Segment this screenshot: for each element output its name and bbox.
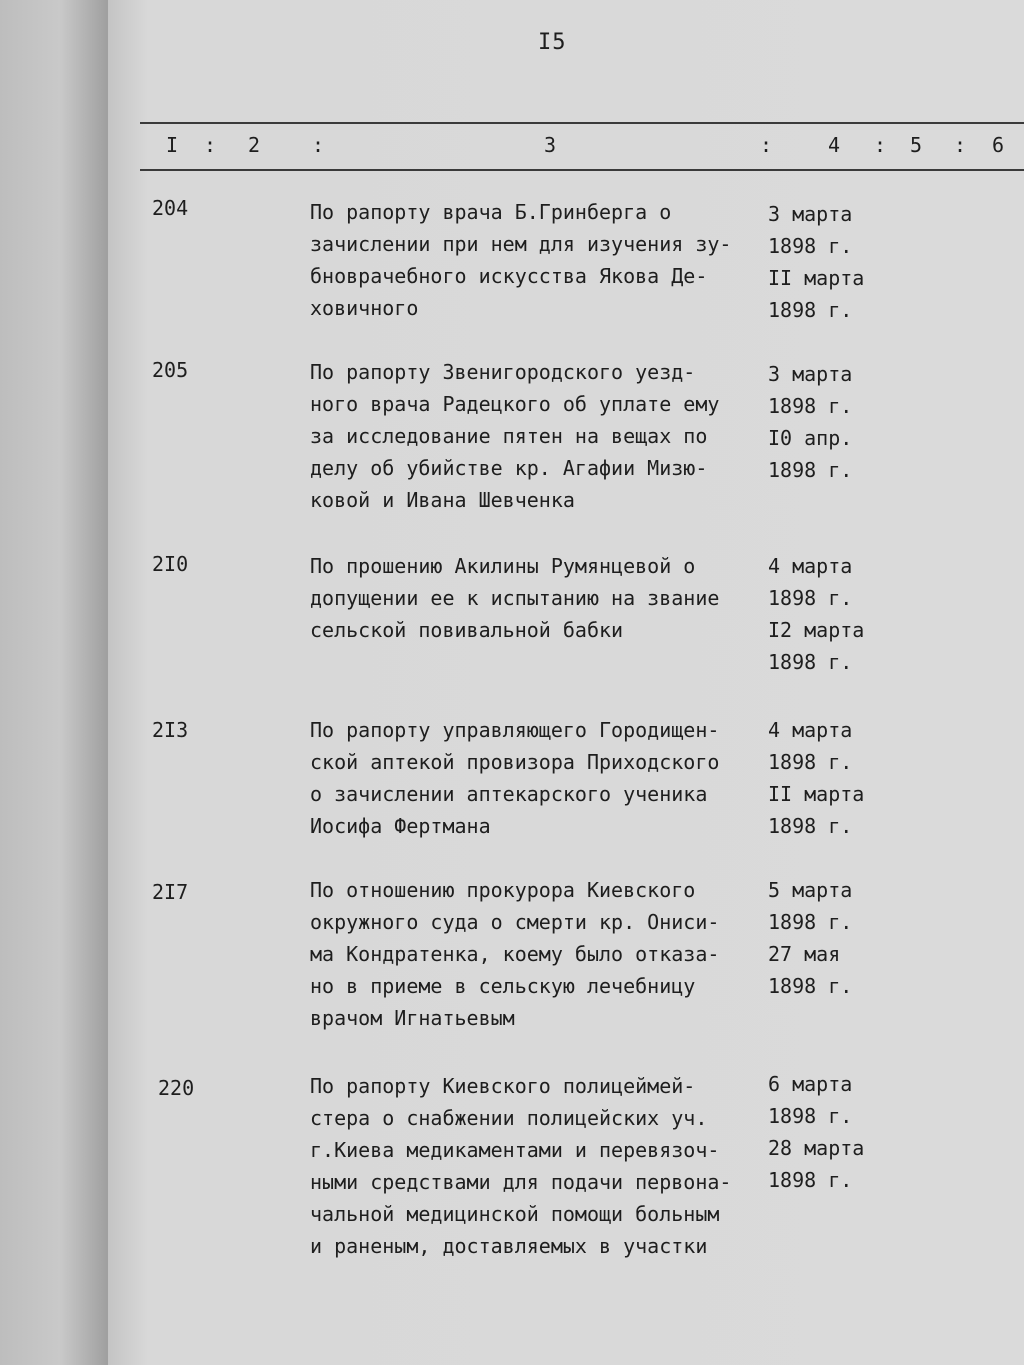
entry-number: 204 [152, 196, 189, 220]
description-line: делу об убийстве кр. Агафии Мизю- [310, 456, 708, 480]
end-date: 27 мая [768, 942, 841, 966]
column-header-sep: : [874, 133, 887, 157]
start-year: 1898 г. [768, 1104, 853, 1128]
description-line: врачом Игнатьевым [310, 1006, 515, 1030]
start-date: 3 марта [768, 202, 853, 226]
column-header-5: 5 [910, 133, 923, 157]
description-line: ской аптекой провизора Приходского [310, 750, 720, 774]
column-header-3: 3 [544, 133, 557, 157]
end-year: 1898 г. [768, 974, 853, 998]
description-line: ховичного [310, 296, 419, 320]
entry-number: 2I3 [152, 718, 189, 742]
column-header-sep: : [760, 133, 773, 157]
start-year: 1898 г. [768, 394, 853, 418]
entry-description [310, 356, 770, 516]
header-rule-bottom [140, 169, 1024, 171]
header-rule-top [140, 122, 1024, 124]
description-line: По рапорту Киевского полицеймей- [310, 1074, 696, 1098]
start-year: 1898 г. [768, 586, 853, 610]
description-line: зачислении при нем для изучения зу- [310, 232, 732, 256]
entry-description [310, 874, 770, 1034]
entry-dates [768, 358, 1008, 486]
description-line: ными средствами для подачи первона- [310, 1170, 732, 1194]
description-line: и раненым, доставляемых в участки [310, 1234, 708, 1258]
end-year: 1898 г. [768, 458, 853, 482]
entry-description [310, 714, 770, 842]
end-date: I0 апр. [768, 426, 853, 450]
description-line: ковой и Ивана Шевченка [310, 488, 575, 512]
end-year: 1898 г. [768, 650, 853, 674]
start-date: 4 марта [768, 554, 853, 578]
start-year: 1898 г. [768, 910, 853, 934]
start-date: 5 марта [768, 878, 853, 902]
start-year: 1898 г. [768, 750, 853, 774]
description-line: По рапорту врача Б.Гринберга о [310, 200, 672, 224]
description-line: допущении ее к испытанию на звание [310, 586, 720, 610]
entry-description [310, 550, 770, 646]
end-date: II марта [768, 266, 865, 290]
description-line: ма Кондратенка, коему было отказа- [310, 942, 720, 966]
column-header-sep: : [204, 133, 217, 157]
entry-dates [768, 550, 1008, 678]
description-line: но в приеме в сельскую лечебницу [310, 974, 696, 998]
description-line: бноврачебного искусства Якова Де- [310, 264, 708, 288]
entry-dates [768, 198, 1008, 326]
column-header-sep: : [954, 133, 967, 157]
start-date: 4 марта [768, 718, 853, 742]
start-year: 1898 г. [768, 234, 853, 258]
description-line: ного врача Радецкого об уплате ему [310, 392, 720, 416]
column-header-2: 2 [248, 133, 261, 157]
description-line: По прошению Акилины Румянцевой о [310, 554, 696, 578]
description-line: Иосифа Фертмана [310, 814, 491, 838]
description-line: окружного суда о смерти кр. Ониси- [310, 910, 720, 934]
description-line: стера о снабжении полицейских уч. [310, 1106, 708, 1130]
entry-number: 2I0 [152, 552, 189, 576]
column-header-sep: : [312, 133, 325, 157]
facing-page [0, 0, 108, 1365]
column-header-1: I [166, 133, 179, 157]
end-year: 1898 г. [768, 298, 853, 322]
entry-number: 2I7 [152, 880, 189, 904]
end-year: 1898 г. [768, 1168, 853, 1192]
entry-number: 205 [152, 358, 189, 382]
description-line: г.Киева медикаментами и перевязоч- [310, 1138, 720, 1162]
entry-dates [768, 874, 1008, 1002]
column-header-4: 4 [828, 133, 841, 157]
description-line: сельской повивальной бабки [310, 618, 624, 642]
entry-dates [768, 714, 1008, 842]
description-line: чальной медицинской помощи больным [310, 1202, 720, 1226]
description-line: По рапорту Звенигородского уезд- [310, 360, 696, 384]
entry-description [310, 196, 770, 324]
description-line: о зачислении аптекарского ученика [310, 782, 708, 806]
description-line: По рапорту управляющего Городищен- [310, 718, 720, 742]
end-date: 28 марта [768, 1136, 865, 1160]
entry-description [310, 1070, 770, 1262]
description-line: По отношению прокурора Киевского [310, 878, 696, 902]
end-year: 1898 г. [768, 814, 853, 838]
start-date: 3 марта [768, 362, 853, 386]
page-number: I5 [538, 30, 567, 55]
description-line: за исследование пятен на вещах по [310, 424, 708, 448]
end-date: I2 марта [768, 618, 865, 642]
entry-number: 220 [158, 1076, 195, 1100]
column-header-6: 6 [992, 133, 1005, 157]
end-date: II марта [768, 782, 865, 806]
entry-dates [768, 1068, 1008, 1196]
start-date: 6 марта [768, 1072, 853, 1096]
